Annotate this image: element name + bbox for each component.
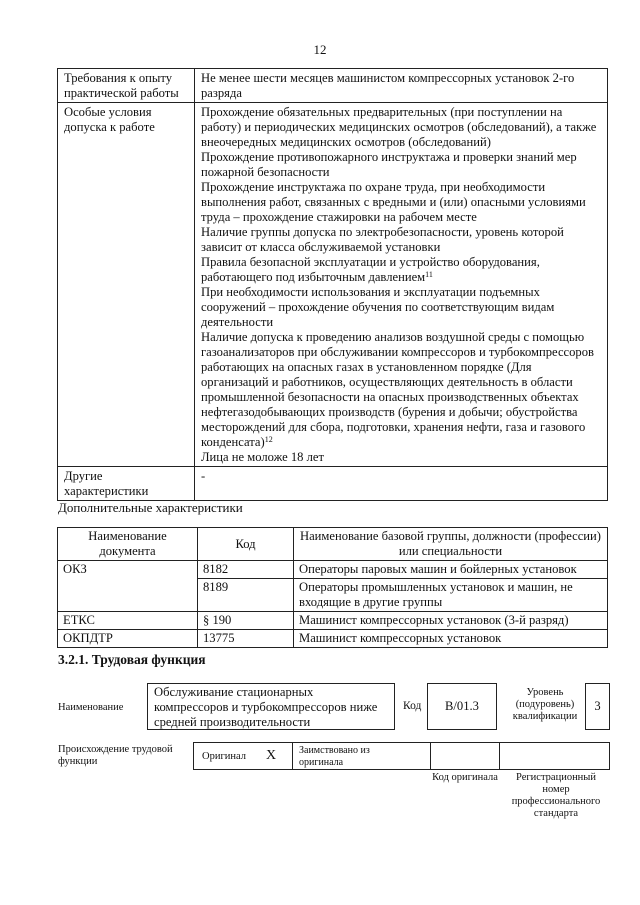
- reg-number-caption: Регистрационный номер профессионального стандарта: [511, 772, 601, 819]
- table-row: [58, 467, 608, 501]
- borrowed-cell: [292, 742, 431, 770]
- origin-code-cell: [430, 742, 500, 770]
- original-label: Оригинал: [202, 751, 246, 762]
- row-label: Особые условия допуска к работе: [58, 103, 195, 467]
- original-cell: [193, 742, 293, 770]
- table-row: [58, 561, 608, 579]
- list-item-text: Правила безопасной эксплуатации и устройство оборудования, работающего под избыточным давлением: [201, 255, 540, 284]
- list-item-text: Наличие допуска к проведению анализов воздушной среды с помощью газоанализаторов при обслуживании компрессоров и турбокомпрессоров работающих на опасных газах в установленном порядке (Для организаций и работников, осуществляющих деятельность в области промышленной безопасности на опасных производственных объектах нефтегазодобывающих производств (бурения и добычи; обустройства месторождений для сбора, подготовки, хранения нефти, газа и газового конденсата): [201, 330, 594, 449]
- reg-number-cell: [499, 742, 610, 770]
- row-value: [195, 103, 608, 467]
- original-mark: X: [266, 748, 277, 763]
- list-item: [201, 330, 602, 450]
- column-header: Код: [198, 528, 294, 561]
- doc-cell: ОКЗ: [58, 561, 198, 612]
- footnote-marker: 11: [425, 270, 433, 279]
- list-item: Лица не моложе 18 лет: [201, 450, 324, 464]
- name-cell: Операторы промышленных установок и машин, не входящие в другие группы: [294, 579, 608, 612]
- list-item: [201, 255, 602, 285]
- list-item: Прохождение обязательных предварительных (при поступлении на работу) и периодических медицинских осмотров (обследований), а также внеочередных медицинских осмотров (обследований): [201, 105, 597, 149]
- code-cell: § 190: [198, 612, 294, 630]
- origin-label: Происхождение трудовой функции: [58, 744, 173, 767]
- name-cell: Машинист компрессорных установок: [294, 630, 608, 648]
- page-number: 12: [313, 42, 327, 57]
- doc-cell: ЕТКС: [58, 612, 198, 630]
- table-row: [58, 69, 608, 103]
- row-value: [195, 467, 608, 501]
- table-header-row: [58, 528, 608, 561]
- doc-cell: ОКПДТР: [58, 630, 198, 648]
- row-value: [195, 69, 608, 103]
- column-header: Наименование документа: [58, 528, 198, 561]
- additional-table: [57, 527, 608, 648]
- list-item: -: [201, 469, 206, 483]
- origin-code-caption: Код оригинала: [432, 772, 498, 783]
- code-cell: 13775: [198, 630, 294, 648]
- borrowed-label: Заимствовано из оригинала: [299, 745, 370, 768]
- list-item: Прохождение противопожарного инструктажа и проверки знаний мер пожарной безопасности: [201, 150, 577, 179]
- name-cell: Машинист компрессорных установок (3-й разряд): [294, 612, 608, 630]
- list-item: Наличие группы допуска по электробезопасности, уровень которой зависит от класса обслуживаемой установки: [201, 225, 564, 254]
- row-label: Другие характеристики: [58, 467, 195, 501]
- table-row: [58, 630, 608, 648]
- code-cell: 8182: [198, 561, 294, 579]
- additional-heading: Дополнительные характеристики: [58, 500, 243, 515]
- footnote-marker: 12: [264, 435, 273, 444]
- code-cell: 8189: [198, 579, 294, 612]
- list-item: При необходимости использования и эксплуатации подъемных сооружений – прохождение обучения по соответствующим видам деятельности: [201, 285, 555, 329]
- name-cell: Операторы паровых машин и бойлерных установок: [294, 561, 608, 579]
- code-value-box: B/01.3: [427, 683, 497, 730]
- list-item: Не менее шести месяцев машинистом компрессорных установок 2-го разряда: [201, 71, 575, 100]
- row-label: Требования к опыту практической работы: [58, 69, 195, 103]
- level-value-box: 3: [585, 683, 610, 730]
- function-name-box: Обслуживание стационарных компрессоров и турбокомпрессоров ниже средней производительности: [147, 683, 395, 730]
- column-header: Наименование базовой группы, должности (профессии) или специальности: [294, 528, 608, 561]
- requirements-table: [57, 68, 608, 501]
- name-label: Наименование: [58, 702, 124, 713]
- list-item: Прохождение инструктажа по охране труда, при необходимости выполнения работ, связанных с вредными и (или) опасными условиями труда – прохождение стажировки на рабочем месте: [201, 180, 586, 224]
- code-label: Код: [403, 700, 422, 712]
- table-row: [58, 612, 608, 630]
- table-row: [58, 103, 608, 467]
- section-title: 3.2.1. Трудовая функция: [58, 652, 206, 667]
- level-label: Уровень (подуровень) квалификации: [512, 687, 578, 722]
